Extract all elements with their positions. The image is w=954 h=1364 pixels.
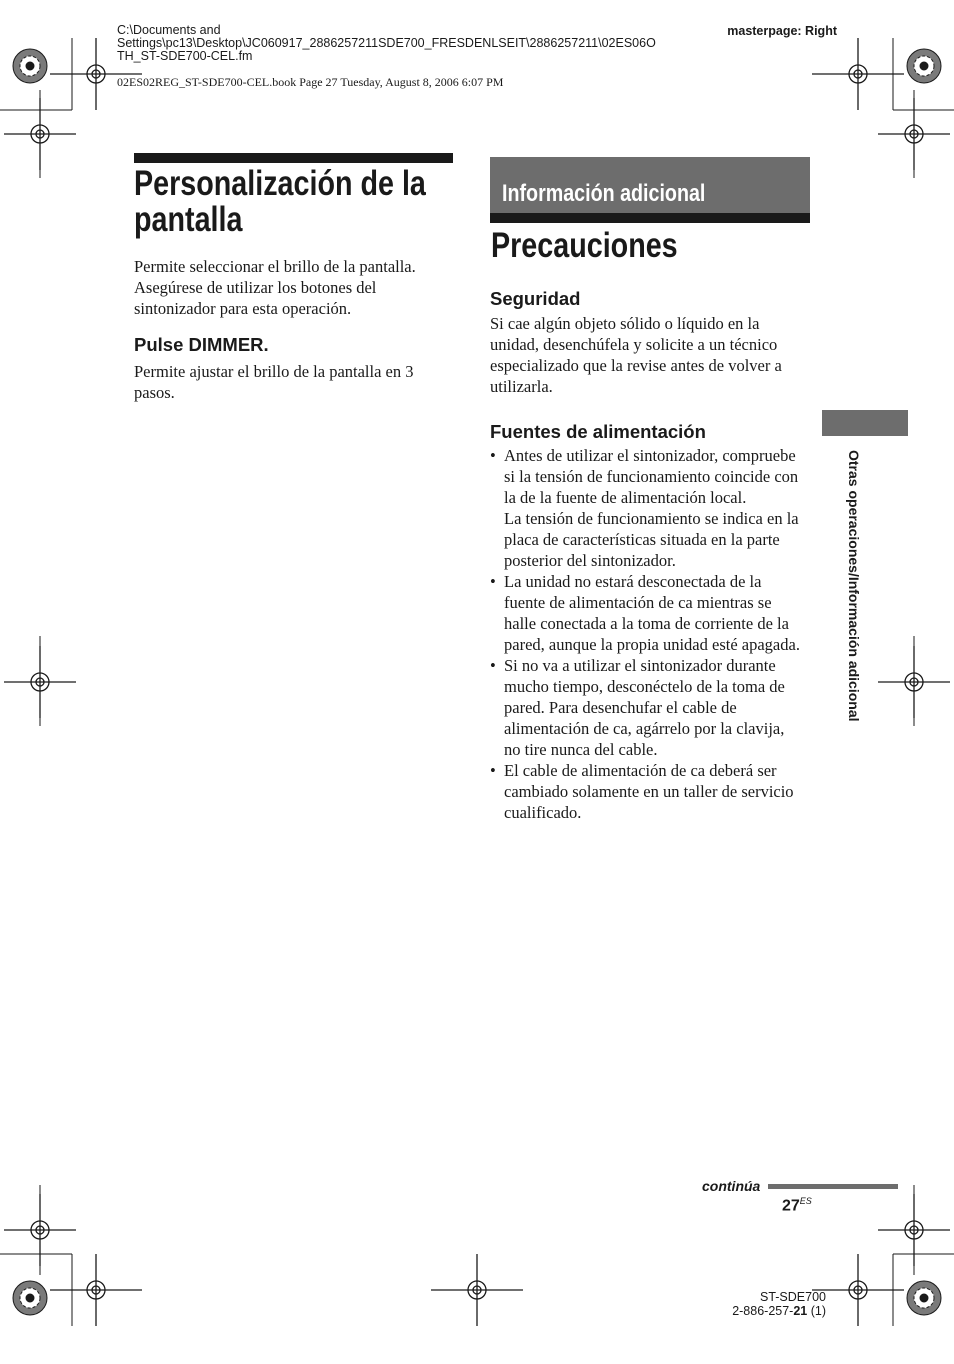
model-info xyxy=(724,1290,826,1318)
section-title-line: Personalización de la xyxy=(134,164,426,203)
text-line: sintonizador para esta operación. xyxy=(134,299,352,318)
text-line: Permite seleccionar el brillo de la pantalla. xyxy=(134,257,416,276)
side-tab-label: Otras operaciones/Información adicional xyxy=(846,450,862,722)
list-item xyxy=(490,571,820,655)
part-bold: 21 xyxy=(793,1304,808,1318)
model-name: ST-SDE700 xyxy=(759,1290,826,1304)
continued-bar xyxy=(768,1184,898,1189)
text-line: cualificado. xyxy=(504,803,582,822)
text-line: cambiado solamente en un taller de servicio xyxy=(504,782,794,801)
banner-rule xyxy=(490,213,810,223)
book-info: 02ES02REG_ST-SDE700-CEL.book Page 27 Tuesday, August 8, 2006 6:07 PM xyxy=(117,75,504,89)
text-line: Si cae algún objeto sólido o líquido en la xyxy=(490,314,760,333)
bullet-marker: • xyxy=(490,656,496,675)
text-line: Permite ajustar el brillo de la pantalla en 3 xyxy=(134,362,414,381)
bullet-marker: • xyxy=(490,572,496,591)
text-line: Asegúrese de utilizar los botones del xyxy=(134,278,377,297)
list-item xyxy=(490,760,820,823)
list-item xyxy=(490,445,820,571)
subheading-pulse-dimmer: Pulse DIMMER. xyxy=(134,334,269,355)
text-line: fuente de alimentación de ca mientras se xyxy=(504,593,772,612)
text-line: Si no va a utilizar el sintonizador durante xyxy=(504,656,776,675)
text-line: La unidad no estará desconectada de la xyxy=(504,572,762,591)
file-path xyxy=(117,24,656,63)
bullet-marker: • xyxy=(490,761,496,780)
page-title: Precauciones xyxy=(491,226,678,265)
text-line: El cable de alimentación de ca deberá ser xyxy=(504,761,777,780)
part-suffix: (1) xyxy=(807,1304,826,1318)
part-prefix: 2-886-257- xyxy=(732,1304,794,1318)
text-line: alimentación de ca, agárrelo por la clavija, xyxy=(504,719,785,738)
section-rule xyxy=(134,153,453,163)
text-line: Antes de utilizar el sintonizador, compruebe xyxy=(504,446,796,465)
text-line: pasos. xyxy=(134,383,175,402)
masterpage-label: masterpage: Right xyxy=(727,24,837,38)
text-line: especializado que la revise antes de volver a xyxy=(490,356,782,375)
text-line: unidad, desenchúfela y solicite a un técnico xyxy=(490,335,778,354)
text-line: pared. Para desenchufar el cable de xyxy=(504,698,737,717)
list-item xyxy=(490,655,820,760)
section-title xyxy=(134,166,426,238)
precautions-list xyxy=(490,445,820,823)
side-tab xyxy=(822,410,908,436)
text-line: halle conectada a la toma de corriente de la xyxy=(504,614,789,633)
subheading-seguridad: Seguridad xyxy=(490,288,581,309)
section-title-line: pantalla xyxy=(134,200,243,239)
text-line: mucho tiempo, desconéctelo de la toma de xyxy=(504,677,785,696)
page-number-value: 27 xyxy=(782,1197,800,1215)
dimmer-paragraph xyxy=(134,361,414,403)
text-line: si la tensión de funcionamiento coincide con xyxy=(504,467,799,486)
text-line: no tire nunca del cable. xyxy=(504,740,658,759)
intro-paragraph xyxy=(134,256,416,319)
seguridad-paragraph xyxy=(490,313,782,397)
text-line: placa de características situada en la parte xyxy=(504,530,780,549)
part-number xyxy=(724,1304,826,1318)
text-line: pared, aunque la propia unidad esté apagada. xyxy=(504,635,800,654)
page-number-suffix: ES xyxy=(799,1196,812,1206)
continued-label: continúa xyxy=(702,1178,761,1194)
file-path-line: Settings\pc13\Desktop\JC060917_2886257211SDE700_FRESDENLSEIT\2886257211\02ES06O xyxy=(117,36,656,50)
banner-label: Información adicional xyxy=(502,180,706,207)
subheading-fuentes: Fuentes de alimentación xyxy=(490,421,706,442)
page-number xyxy=(782,1196,812,1215)
text-line: utilizarla. xyxy=(490,377,553,396)
text-line: la de la fuente de alimentación local. xyxy=(504,488,747,507)
file-path-line: TH_ST-SDE700-CEL.fm xyxy=(117,49,253,63)
text-line: La tensión de funcionamiento se indica en la xyxy=(504,509,799,528)
bullet-marker: • xyxy=(490,446,496,465)
text-line: posterior del sintonizador. xyxy=(504,551,676,570)
file-path-line: C:\Documents and xyxy=(117,23,221,37)
